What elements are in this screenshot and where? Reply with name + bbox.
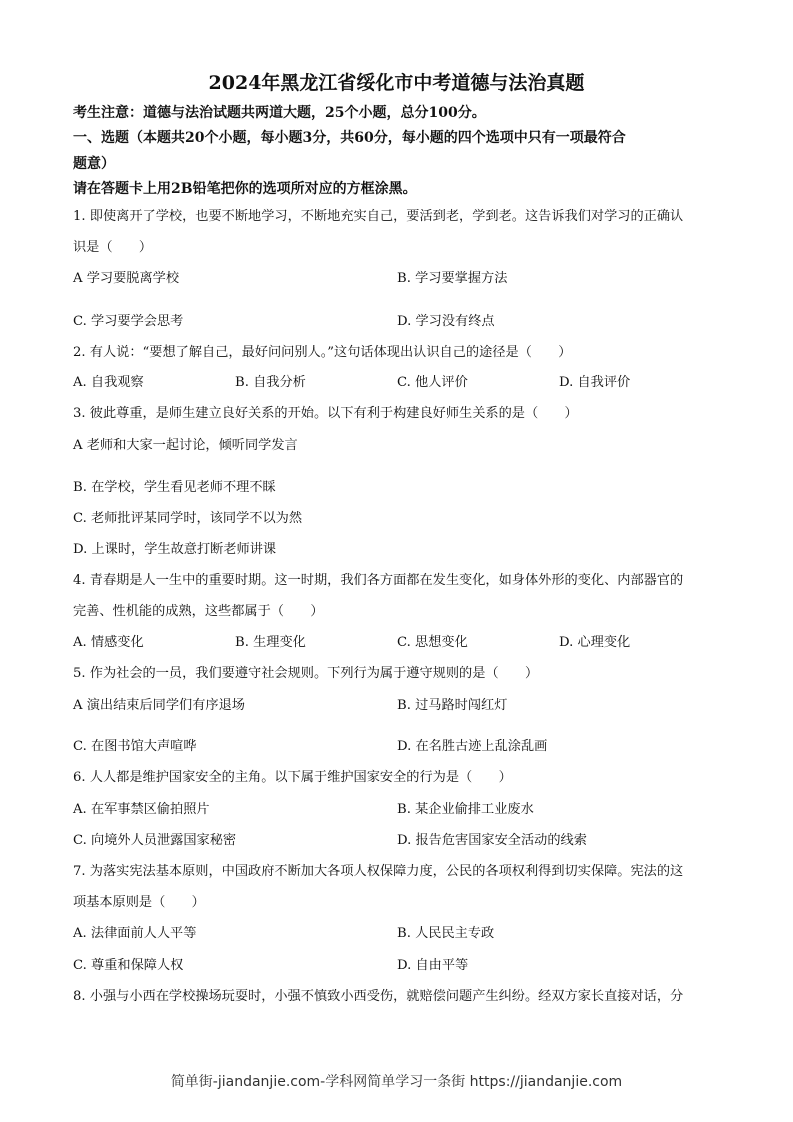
q7-option-a: A. 法律面前人人平等 [73, 926, 197, 941]
q6-option-d: D. 报告危害国家安全活动的线索 [397, 833, 587, 848]
question-7-stem-cont: 项基本原则是（ ） [73, 895, 205, 910]
section-heading: 一、选题（本题共20个小题，每小题3分，共60分，每小题的四个选项中只有一项最符合 [73, 130, 626, 146]
q4-option-b: B. 生理变化 [235, 635, 306, 650]
q1-option-b: B. 学习要掌握方法 [397, 271, 508, 286]
exam-notice: 考生注意：道德与法治试题共两道大题，25个小题，总分100分。 [73, 105, 486, 121]
question-1-stem-cont: 识是（ ） [73, 240, 153, 255]
question-8-stem: 8. 小强与小西在学校操场玩耍时，小强不慎致小西受伤，就赔偿问题产生纠纷。经双方家长直接对话，分 [73, 989, 684, 1004]
q4-option-c: C. 思想变化 [397, 635, 468, 650]
q7-option-b: B. 人民民主专政 [397, 926, 495, 941]
question-3-stem: 3. 彼此尊重，是师生建立良好关系的开始。以下有利于构建良好师生关系的是（ ） [73, 406, 578, 421]
instruction: 请在答题卡上用2B铅笔把你的选项所对应的方框涂黑。 [73, 181, 417, 197]
question-4-stem: 4. 青春期是人一生中的重要时期。这一时期，我们各方面都在发生变化，如身体外形的变化、内部器官的 [73, 573, 684, 588]
q3-option-d: D. 上课时，学生故意打断老师讲课 [73, 542, 277, 557]
q3-option-b: B. 在学校，学生看见老师不理不睬 [73, 480, 276, 495]
q4-option-d: D. 心理变化 [559, 635, 631, 650]
q6-option-a: A. 在军事禁区偷拍照片 [73, 802, 210, 817]
q2-option-c: C. 他人评价 [397, 375, 468, 390]
page-title: 2024年黑龙江省绥化市中考道德与法治真题 [208, 72, 585, 94]
q2-option-d: D. 自我评价 [559, 375, 631, 390]
q3-option-c: C. 老师批评某同学时，该同学不以为然 [73, 511, 303, 526]
question-4-stem-cont: 完善、性机能的成熟，这些都属于（ ） [73, 604, 324, 619]
q5-option-d: D. 在名胜古迹上乱涂乱画 [397, 739, 548, 754]
q7-option-d: D. 自由平等 [397, 958, 469, 973]
q4-option-a: A. 情感变化 [73, 635, 144, 650]
q1-option-d: D. 学习没有终点 [397, 314, 495, 329]
q7-option-c: C. 尊重和保障人权 [73, 958, 184, 973]
question-2-stem: 2. 有人说：“要想了解自己，最好问问别人。”这句话体现出认识自己的途径是（ ） [73, 345, 572, 360]
q6-option-b: B. 某企业偷排工业废水 [397, 802, 534, 817]
q5-option-a: A 演出结束后同学们有序退场 [73, 698, 245, 713]
q2-option-a: A. 自我观察 [73, 375, 144, 390]
q1-option-a: A 学习要脱离学校 [73, 271, 180, 286]
q3-option-a: A 老师和大家一起讨论，倾听同学发言 [73, 438, 298, 453]
question-5-stem: 5. 作为社会的一员，我们要遵守社会规则。下列行为属于遵守规则的是（ ） [73, 666, 539, 681]
q5-option-b: B. 过马路时闯红灯 [397, 698, 508, 713]
question-6-stem: 6. 人人都是维护国家安全的主角。以下属于维护国家安全的行为是（ ） [73, 770, 512, 785]
section-heading-cont: 题意） [73, 156, 115, 172]
question-1-stem: 1. 即使离开了学校，也要不断地学习，不断地充实自己，要活到老，学到老。这告诉我们对学习的正确认 [73, 209, 684, 224]
page-footer: 简单街-jiandanjie.com-学科网简单学习一条街 https://jiandanjie.com [170, 1074, 623, 1090]
question-7-stem: 7. 为落实宪法基本原则，中国政府不断加大各项人权保障力度，公民的各项权利得到切实保障。宪法的这 [73, 864, 684, 879]
q6-option-c: C. 向境外人员泄露国家秘密 [73, 833, 237, 848]
q1-option-c: C. 学习要学会思考 [73, 314, 184, 329]
q2-option-b: B. 自我分析 [235, 375, 306, 390]
q5-option-c: C. 在图书馆大声喧哗 [73, 739, 197, 754]
